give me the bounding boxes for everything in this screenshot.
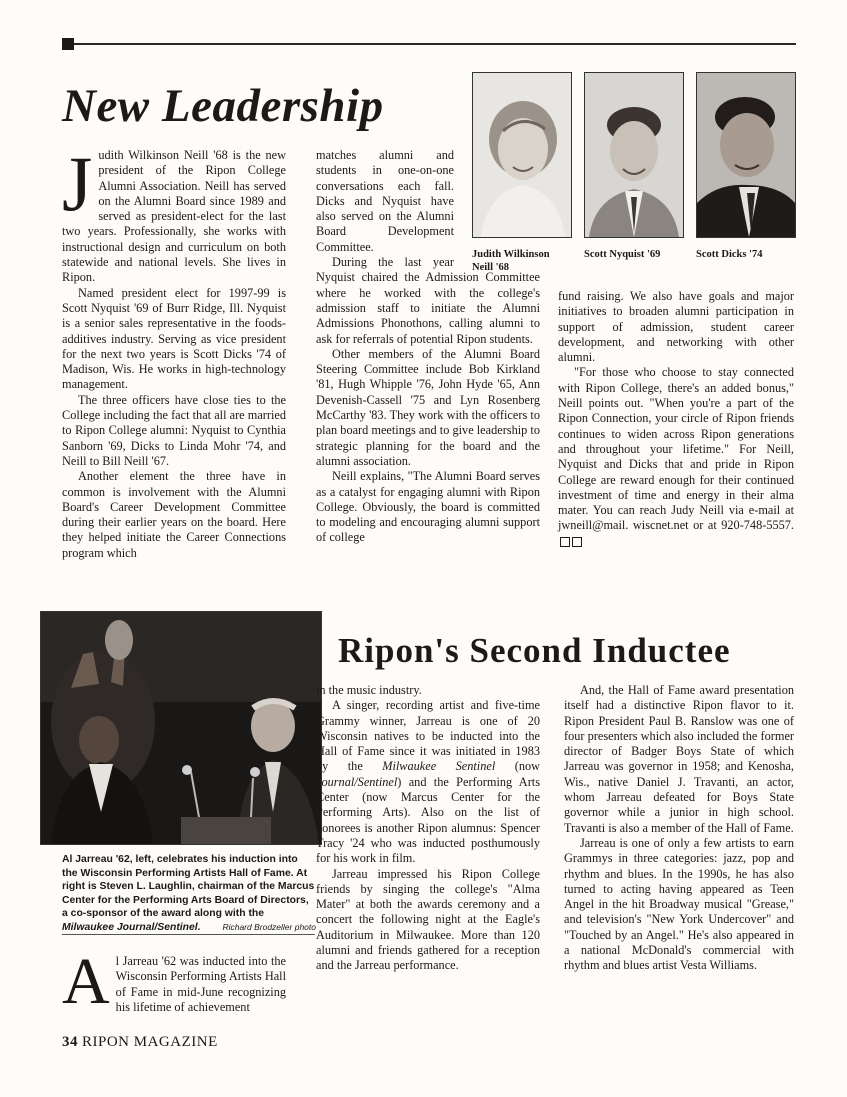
caption-text: Al Jarreau '62, left, celebrates his induction into the Wisconsin Performing Artists Hall of Fame. At right is Steven L. Laughlin, chairman of the Marcus Center for the Performing Arts Board of Directors, a co-sponsor of the award along with the [62,854,315,919]
portrait-dicks-caption: Scott Dicks '74 [696,249,763,260]
article-headline: New Leadership [62,80,384,132]
paragraph: udith Wilkinson Neill '68 is the new president of the Ripon College Alumni Association. Neill has served on the Alumni Board since 1989 and served as president-elect for the last two years. Professionally, she works with instructional design and curriculum on both statewide and national levels. She lives in Ripon. [62,148,286,285]
paragraph: Jarreau is one of only a few artists to earn Grammys in three categories: jazz, pop and rhythm and blues. In the 1990s, he has also turned to acting having appeared as Teen Angel in the hit Broadway musical "Grease," and television's "New York Undercover" and "Touched by an Angel." He's also appeared in a national McDonald's commercial with rhythm and blues artist Vesta Williams. [564,835,794,973]
paragraph: matches alumni and students in one-on-one conversations each fall. Dicks and Nyquist have also served on the Alumni Board Development Committee. [316,148,454,254]
paragraph: And, the Hall of Fame award presentation itself had a distinctive Ripon flavor to it. Ripon President Paul B. Ranslow was one of four presenters which also included the former director of Badger Boys State of which Jarreau was governor in 1958; and Kenosha, Wis., native Daniel J. Travanti, an actor, whom Jarreau defeated for Boys State governor while a junior in high school. Travanti is also a member of the Hall of Fame. [564,683,794,835]
article1-column-2 [316,148,540,546]
paragraph-text: "For those who choose to stay connected with Ripon College, there's an added bonus," Neill points out. "When you're a part of the Ripon Connection, your circle of Ripon friends continues to widen across Ripon generations and throughout your lifetime." For Neill, Nyquist and Dicks that and pride in Ripon College are reward enough for their continued investment of time and energy in their alma mater. You can reach Judy Neill via e-mail at jwneill@mail. wiscnet.net or at 920-748-5557. [558,365,794,533]
header-rule-square [62,38,74,50]
jarreau-photo-caption [62,853,316,934]
paragraph-text: (now [495,759,540,774]
portrait-nyquist-caption: Scott Nyquist '69 [584,249,661,260]
jarreau-award-photo [40,611,322,845]
paragraph: During the last year Nyquist chaired the Admission Committee where he worked with the college's admission staff to initiate the Alumni Admissions Phonothons, calling alumni to ask for referrals of potential Ripon students. [316,255,540,346]
paragraph: in the music industry. [316,683,422,697]
paragraph: The three officers have close ties to the College including the fact that all are married to Ripon College alumni: Nyquist to Cynthia Sanborn '69, Dicks to Linda Mohr '74, and Neill to Bill Neill '67. [62,392,286,468]
paragraph-text: A singer, recording artist and five-time Grammy winner, Jarreau is one of 20 Wisconsin natives to be inducted into the Hall of Fame since it was initiated in 1983 by the [316,698,540,774]
dropcap-letter: J [62,140,93,227]
paragraph: Jarreau impressed his Ripon College friends by singing the college's "Alma Mater" at both the awards ceremony and a concert the following night at the Eagle's Auditorium in Milwaukee. More than 120 alumni and friends gathered for a reception and the Jarreau performance. [316,866,540,973]
paragraph-italic: Journal/Sentinel [316,774,398,789]
portrait-dicks-photo [696,72,796,238]
article1-column-3 [558,289,794,549]
paragraph [316,698,540,866]
article2-column-1 [62,945,286,1018]
page-number: 34 [62,1034,78,1050]
paragraph-italic: Milwaukee Sentinel [382,759,496,774]
paragraph: fund raising. We also have goals and major initiatives to broaden alumni participation in support of admission, student career development, and networking with other alumni. [558,289,794,365]
paragraph: l Jarreau '62 was inducted into the Wisconsin Performing Artists Hall of Fame in mid-June recognizing his lifetime of achievement [115,954,286,1014]
caption-line: Judith Wilkinson [472,249,550,260]
end-mark-icon [560,537,570,547]
magazine-name: RIPON MAGAZINE [82,1034,218,1050]
end-mark-icon [572,537,582,547]
paragraph: Neill explains, "The Alumni Board serves as a catalyst for engaging alumni with Ripon College. Obviously, the board is committed to modeling and encouraging alumni support of college [316,469,540,545]
portrait-nyquist-photo [584,72,684,238]
article1-column-1 [62,140,286,561]
page-footer [62,1034,218,1051]
caption-italic-text: Milwaukee Journal/Sentinel. [62,921,201,933]
header-rule-line [74,43,796,45]
paragraph: Other members of the Alumni Board Steering Committee include Bob Kirkland '81, Hugh Whipple '76, John Hyde '65, Ann Devenish-Cassell '75 and Lyn Rosenberg McCarthy '83. They work with the officers to plan board meetings and to give leadership to strategic planning for the board and the alumni association. [316,346,540,468]
caption-line: Neill '68 [472,262,510,273]
article2-column-2 [316,683,540,974]
dropcap-letter: A [62,945,110,1018]
caption-divider [62,934,315,935]
paragraph [558,365,794,549]
paragraph-text: ) and the Performing Arts Center (now Marcus Center for the Performing Arts). Also on the list of honorees is another Ripon alumnus: Spencer Tracy '24 who was inducted posthumously for his work in film. [316,774,540,866]
article2-column-3 [564,683,794,974]
photo-credit: Richard Brodzeller photo [222,921,316,932]
paragraph: Another element the three have in common is involvement with the Alumni Board's Career Development Committee during their earlier years on the board. Here they helped initiate the Career Connections program which [62,469,286,560]
paragraph: Named president elect for 1997-99 is Scott Nyquist '69 of Burr Ridge, Ill. Nyquist is a senior sales representative in the foods-additives industry. Serving as vice president for the next two years is Scott Dicks '74 of Madison, Wis. He works in high-technology management. [62,285,286,392]
article-headline: Ripon's Second Inductee [338,631,731,670]
